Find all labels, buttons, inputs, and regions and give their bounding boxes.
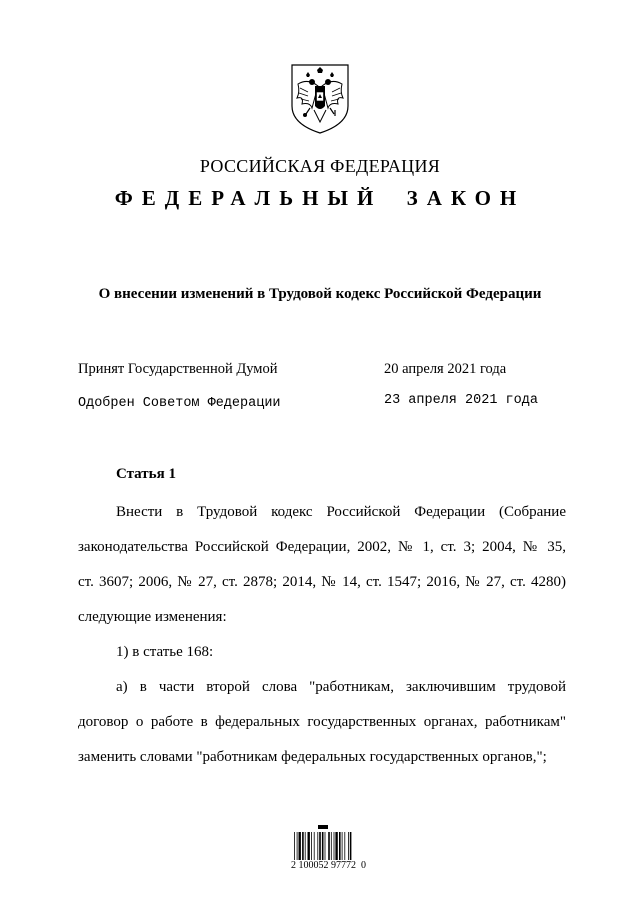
adopted-by-duma-date: 20 апреля 2021 года	[384, 361, 507, 377]
law-type-heading: ФЕДЕРАЛЬНЫЙ ЗАКОН	[114, 186, 526, 210]
article-item: 1) в статье 168:	[116, 644, 214, 660]
russian-coat-of-arms-icon	[288, 62, 352, 136]
country-name: РОССИЙСКАЯ ФЕДЕРАЦИЯ	[199, 156, 441, 176]
article-subitem-line: а) в части второй слова "работникам, заключившим трудовой	[116, 679, 566, 695]
article-paragraph-line: законодательства Российской Федерации, 2002, № 1, ст. 3; 2004, № 35,	[78, 539, 566, 555]
article-paragraph-line: следующие изменения:	[78, 609, 227, 625]
adopted-by-duma-label: Принят Государственной Думой	[78, 361, 278, 377]
article-subitem-line: договор о работе в федеральных государственных органах, работникам"	[78, 714, 566, 730]
article-paragraph-line: ст. 3607; 2006, № 27, ст. 2878; 2014, № 14, ст. 1547; 2016, № 27, ст. 4280)	[78, 574, 566, 590]
article-paragraph-line: Внести в Трудовой кодекс Российской Федерации (Собрание	[116, 504, 566, 520]
law-title: О внесении изменений в Трудовой кодекс Российской Федерации	[98, 286, 542, 302]
approved-by-council-date: 23 апреля 2021 года	[384, 393, 538, 408]
article-heading: Статья 1	[116, 466, 176, 482]
barcode-number: 2 100052 97772 0	[291, 860, 366, 871]
approved-by-council-label: Одобрен Советом Федерации	[78, 396, 281, 411]
article-subitem-line: заменить словами "работникам федеральных государственных органов,";	[78, 749, 547, 765]
